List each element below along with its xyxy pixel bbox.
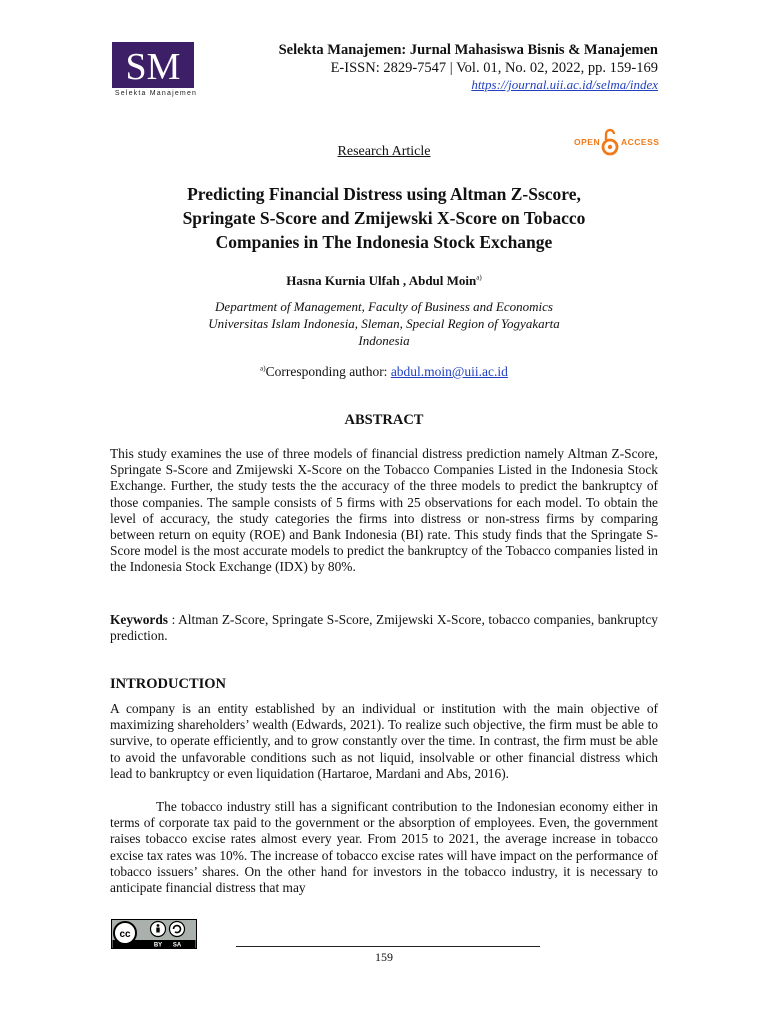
article-title <box>110 182 658 254</box>
corresponding-label: Corresponding author: <box>265 364 391 379</box>
license-by-label: BY <box>153 942 163 949</box>
keywords-text: : Altman Z-Score, Springate S-Score, Zmijewski X-Score, tobacco companies, bankruptcy prediction. <box>110 612 658 644</box>
journal-logo <box>112 42 194 88</box>
affiliation-line: Department of Management, Faculty of Business and Economics <box>215 299 553 314</box>
article-type: Research Article <box>337 144 431 159</box>
abstract-text: This study examines the use of three models of financial distress prediction namely Altman Z-Score, Springate S-Score and Zmijewski X-Score on the Tobacco Companies Listed in the Indonesia Stock Exchange. Further, the study tests the the accuracy of the three models to predict the bankruptcy of those companies. The sample consists of 5 firms with 25 observations for each model. To obtain the level of accuracy, the study categories the firms into distress or non-stress firms by comparing between return on equity (ROE) and Bank Indonesia (BI) rate. This study finds that the Springate S-Score model is the most accurate models to predict the bankruptcy of the Tobacco companies listed in the Indonesia Stock Exchange (IDX) by 80%. <box>110 446 658 575</box>
journal-name: Selekta Manajemen: Jurnal Mahasiswa Bisnis & Manajemen <box>278 42 658 58</box>
journal-url-link[interactable]: https://journal.uii.ac.id/selma/index <box>471 77 658 92</box>
introduction-paragraph-2: The tobacco industry still has a significant contribution to the Indonesian economy either in terms of corporate tax paid to the government or the absorption of employees. Even, the government raises tobacco excise rates almost every year. From 2015 to 2021, the average increase in tobacco excise tax rates was 10%. The increase of tobacco excise rates will have impact on the performance of tobacco issuers’ shares. On the other hand for investors in the tobacco industry, it is necessary to anticipate financial distress that may <box>110 799 658 896</box>
affiliation-line: Universitas Islam Indonesia, Sleman, Special Region of Yogyakarta <box>208 316 560 331</box>
logo-monogram-icon <box>112 42 194 88</box>
title-line: Predicting Financial Distress using Altman Z-Sscore, <box>187 184 581 204</box>
affiliation-line: Indonesia <box>358 333 410 348</box>
introduction-paragraph-1: A company is an entity established by an individual or institution with the main objective of maximizing shareholders’ wealth (Edwards, 2021). To realize such objective, the firm must be able to survive, to operate efficiently, and to grow constantly over the time. In contrast, the firm must be able to avoid the unfavorable conditions such as not liquid, insolvable or other financial distress which lead to bankruptcy or even liquidation (Hartaroe, Mardani and Abs, 2016). <box>110 701 658 781</box>
author-list <box>0 273 768 289</box>
title-line: Companies in The Indonesia Stock Exchange <box>215 232 553 252</box>
logo-text: SM <box>125 46 181 88</box>
page-number: 159 <box>375 950 393 964</box>
cc-by-sa-icon <box>111 919 197 949</box>
author-marker: a) <box>476 273 482 282</box>
corresponding-marker: a) <box>260 364 266 373</box>
license-sa-label: SA <box>172 942 182 949</box>
keywords <box>110 612 658 644</box>
open-access-right-text: ACCESS <box>621 137 660 147</box>
affiliation <box>0 298 768 349</box>
cc-by-sa-license-badge[interactable] <box>111 919 197 949</box>
author-names: Hasna Kurnia Ulfah , Abdul Moin <box>286 273 477 288</box>
logo-caption: Selekta Manajemen <box>114 90 198 97</box>
abstract-heading: ABSTRACT <box>344 412 424 428</box>
title-line: Springate S-Score and Zmijewski X-Score on Tobacco <box>182 208 586 228</box>
footer-divider <box>236 946 540 947</box>
introduction-heading: INTRODUCTION <box>110 676 227 692</box>
journal-issn-volume: E-ISSN: 2829-7547 | Vol. 01, No. 02, 2022, pp. 159-169 <box>330 60 658 76</box>
keywords-label: Keywords <box>110 612 169 627</box>
svg-text:cc: cc <box>119 929 131 940</box>
corresponding-email-link[interactable]: abdul.moin@uii.ac.id <box>390 364 508 379</box>
open-access-left-text: OPEN <box>574 137 601 147</box>
corresponding-author <box>0 364 768 380</box>
